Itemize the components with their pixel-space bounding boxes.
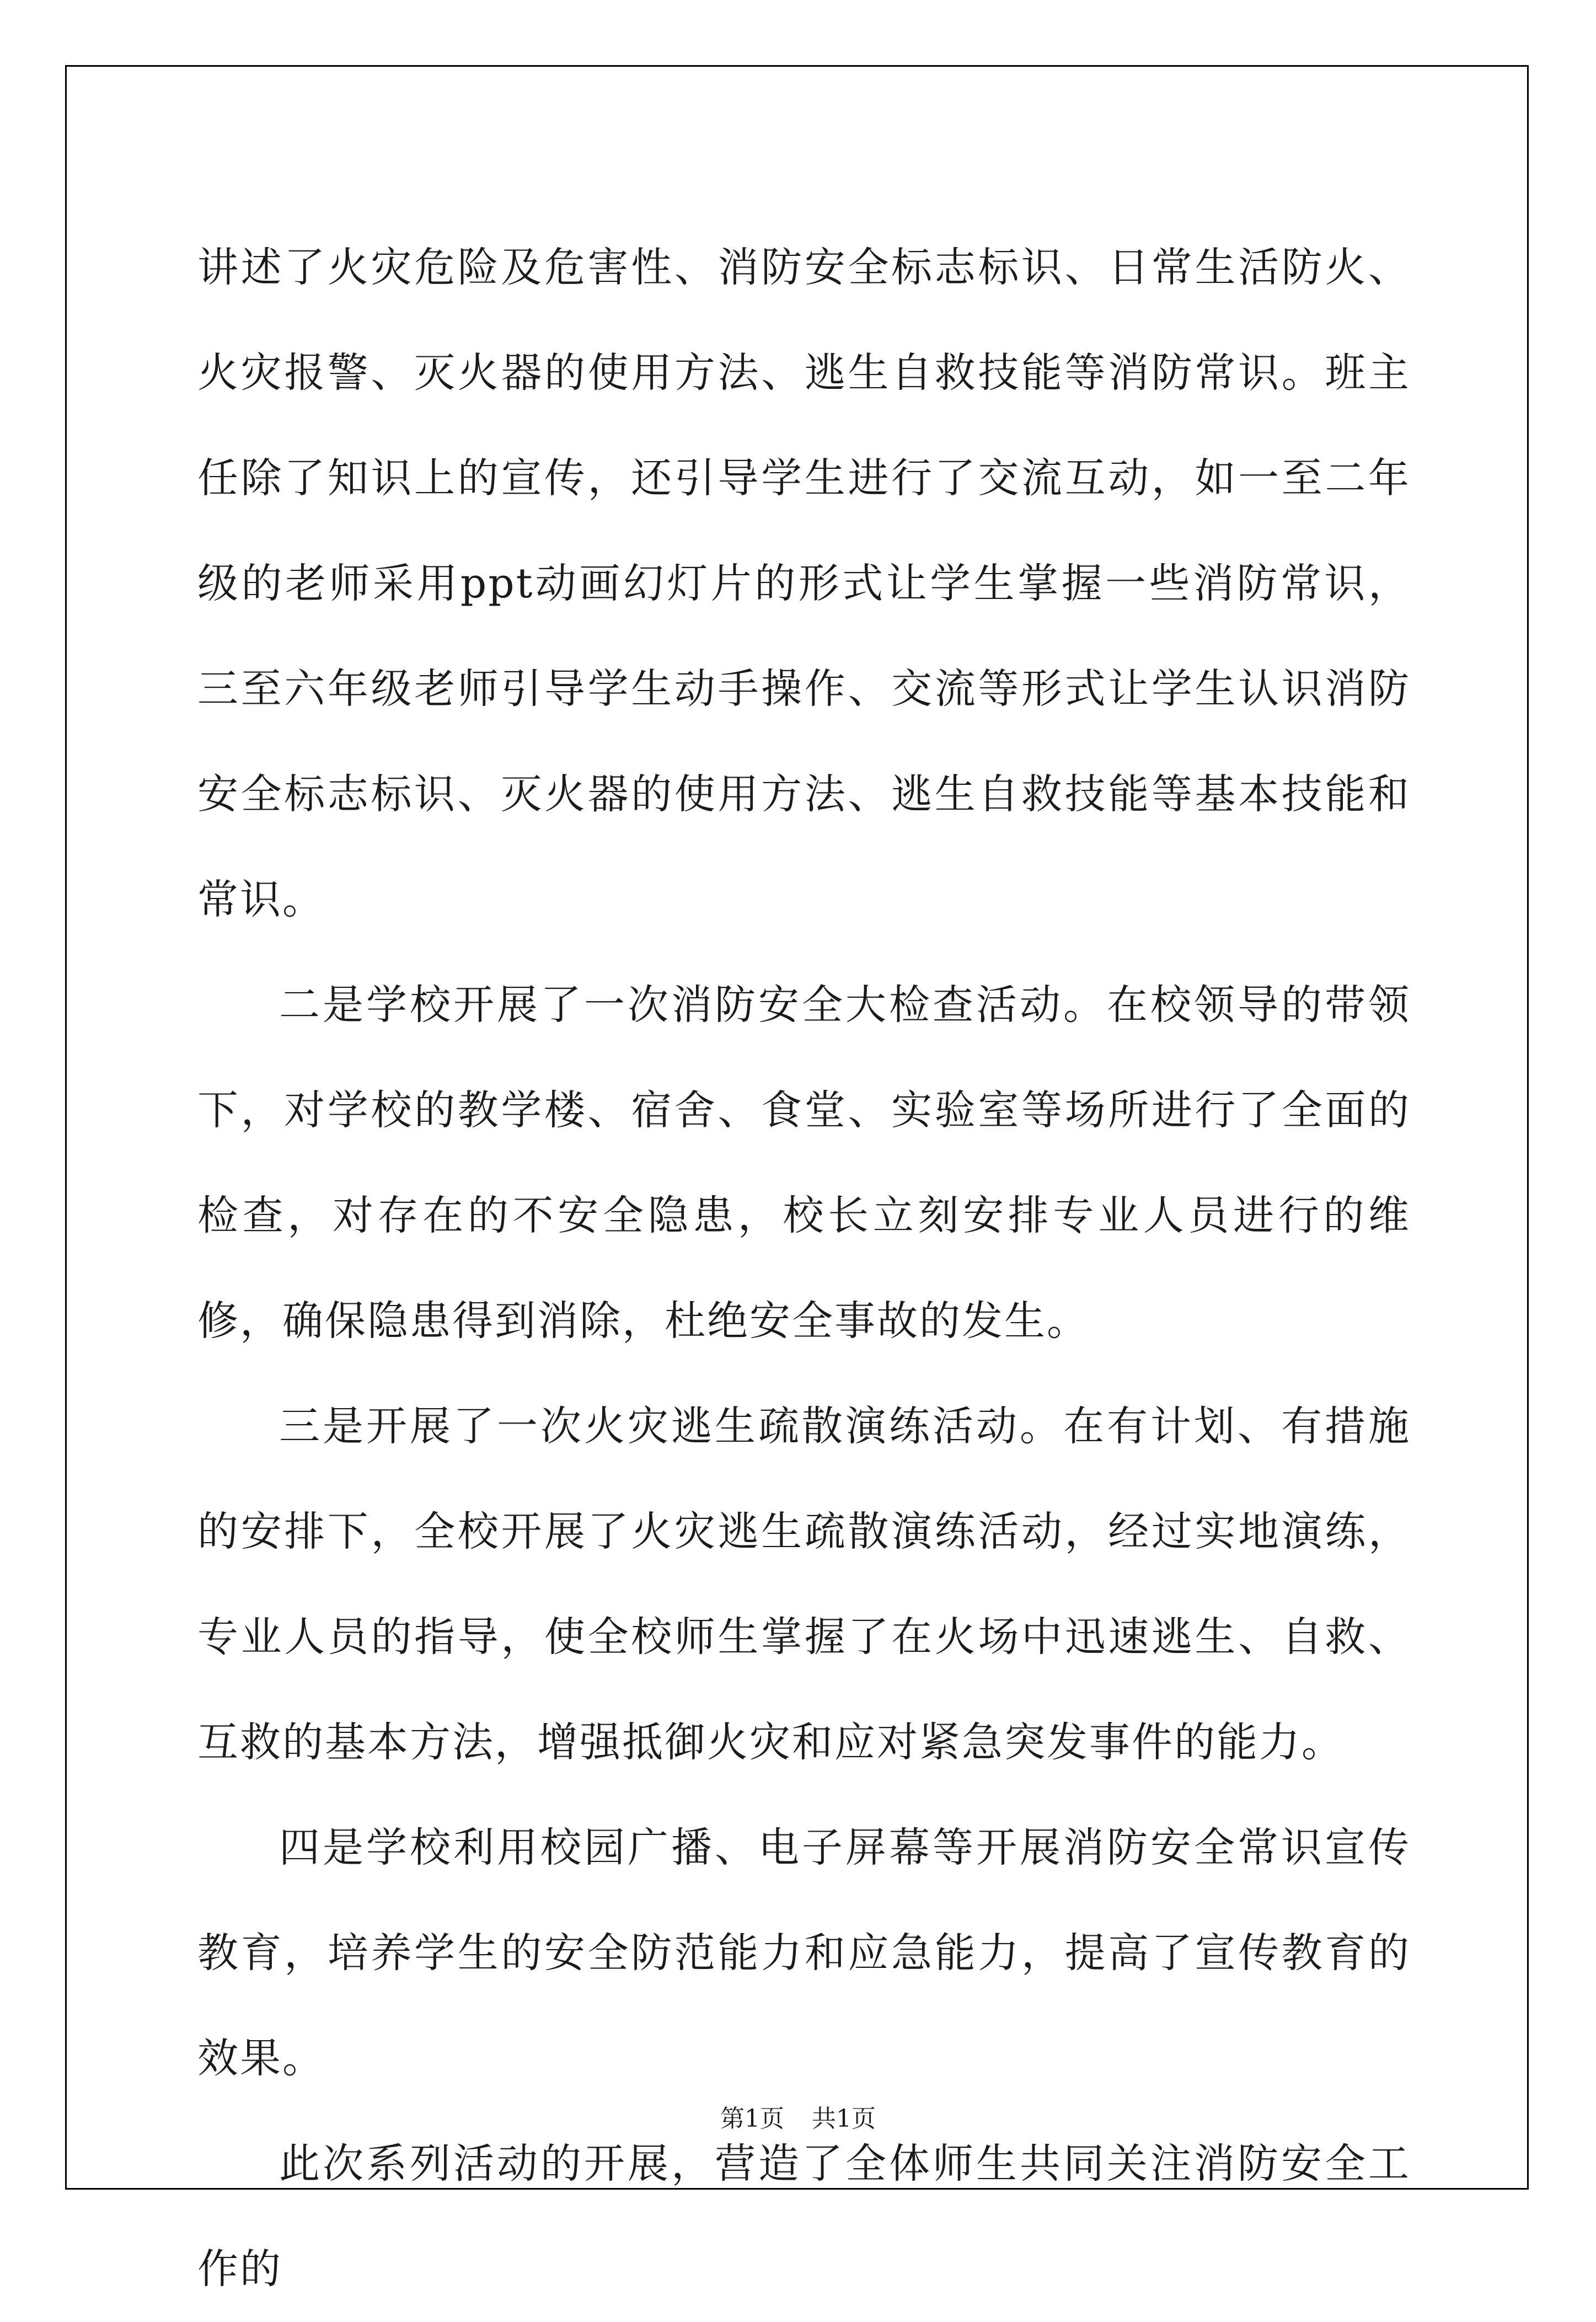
page-total: 共1页	[812, 2105, 876, 2133]
document-body	[197, 215, 1411, 2322]
page-footer	[0, 2102, 1596, 2136]
paragraph: 此次系列活动的开展，营造了全体师生共同关注消防安全工作的	[197, 2140, 1411, 2293]
page-number: 第1页	[720, 2105, 784, 2133]
paragraph: 讲述了火灾危险及危害性、消防安全标志标识、日常生活防火、火灾报警、灭火器的使用方法、逃生自救技能等消防常识。班主任除了知识上的宣传，还引导学生进行了交流互动，如一至二年级的老师采用ppt动画幻灯片的形式让学生掌握一些消防常识，三至六年级老师引导学生动手操作、交流等形式让学生认识消防安全标志标识、灭火器的使用方法、逃生自救技能等基本技能和常识。	[197, 244, 1411, 923]
paragraph: 三是开展了一次火灾逃生疏散演练活动。在有计划、有措施的安排下，全校开展了火灾逃生疏散演练活动，经过实地演练，专业人员的指导，使全校师生掌握了在火场中迅速逃生、自救、互救的基本方法，增强抵御火灾和应对紧急突发事件的能力。	[197, 1403, 1411, 1766]
paragraph: 四是学校利用校园广播、电子屏幕等开展消防安全常识宣传教育，培养学生的安全防范能力和应急能力，提高了宣传教育的效果。	[197, 1824, 1411, 2082]
paragraph: 二是学校开展了一次消防安全大检查活动。在校领导的带领下，对学校的教学楼、宿舍、食堂、实验室等场所进行了全面的检查，对存在的不安全隐患，校长立刻安排专业人员进行的维修，确保隐患得到消除，杜绝安全事故的发生。	[197, 981, 1411, 1345]
